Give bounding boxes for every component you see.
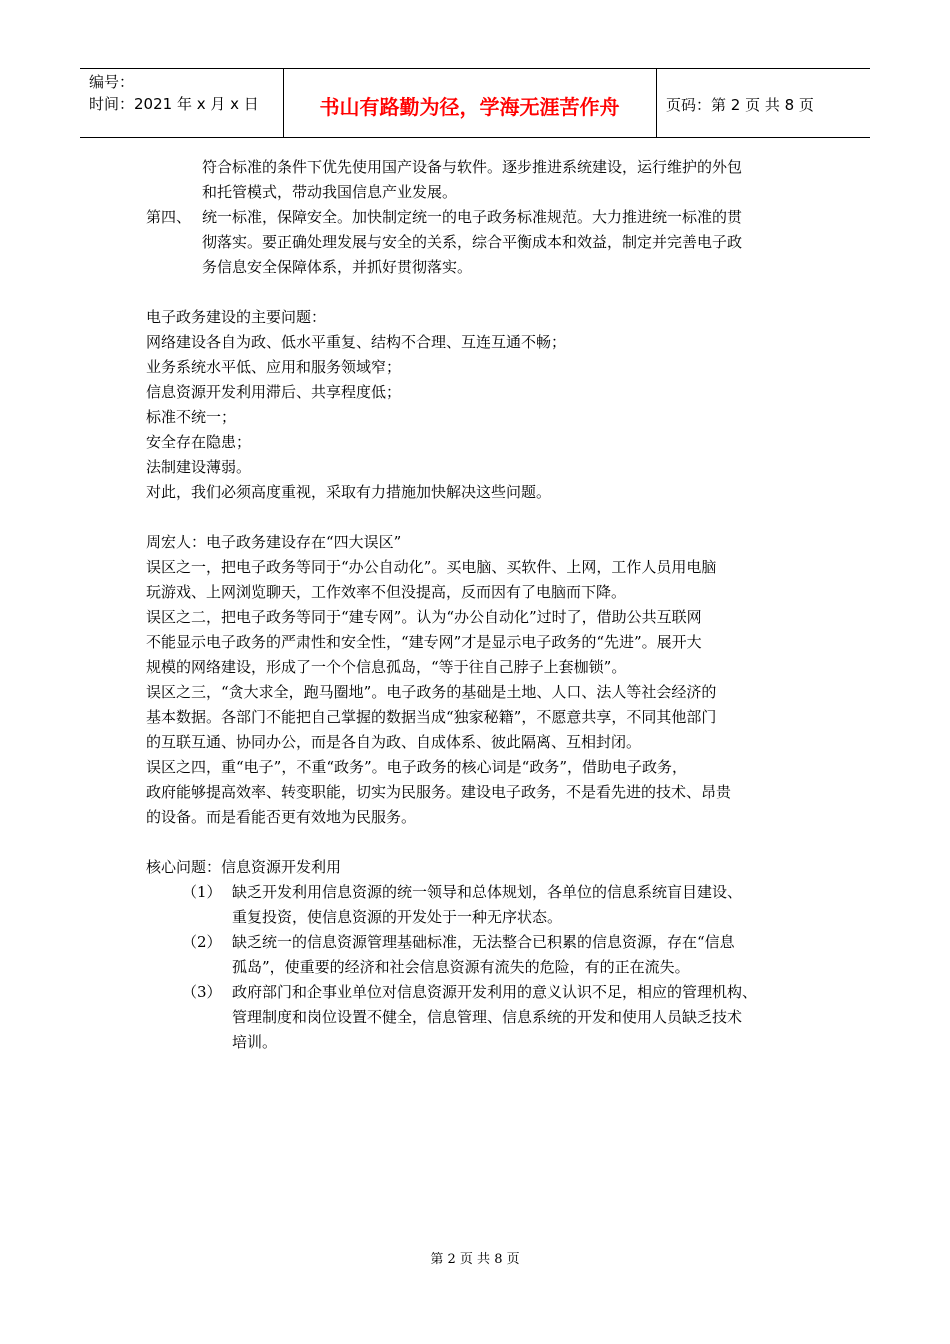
issue-conclusion: 对此，我们必须高度重视，采取有力措施加快解决这些问题。 bbox=[146, 483, 552, 501]
list-text bbox=[232, 930, 735, 980]
paragraph-line: 务信息安全保障体系，并抓好贯彻落实。 bbox=[202, 258, 473, 276]
core-item-1 bbox=[146, 880, 816, 930]
paragraph-line: 误区之四，重“电子”，不重“政务”。电子政务的核心词是“政务”，借助电子政务， bbox=[146, 758, 688, 776]
principle-four bbox=[146, 205, 816, 280]
paragraph-line: 玩游戏、上网浏览聊天，工作效率不但没提高，反而因有了电脑而下降。 bbox=[146, 583, 627, 601]
paragraph-line: 缺乏统一的信息资源管理基础标准，无法整合已积累的信息资源，存在“信息 bbox=[232, 933, 735, 951]
list-number: （2） bbox=[182, 933, 222, 951]
header-meta-cell bbox=[80, 69, 284, 137]
core-item-2 bbox=[146, 930, 816, 980]
paragraph-line: 缺乏开发利用信息资源的统一领导和总体规划，各单位的信息系统盲目建设、 bbox=[232, 883, 743, 901]
paragraph-line: 不能显示电子政务的严肃性和安全性，“建专网”才是显示电子政务的“先进”。展开大 bbox=[146, 633, 702, 651]
paragraph-line: 误区之三，“贪大求全，跑马圈地”。电子政务的基础是土地、人口、法人等社会经济的 bbox=[146, 683, 717, 701]
paragraph-line: 规模的网络建设，形成了一个个信息孤岛，“等于往自己脖子上套枷锁”。 bbox=[146, 658, 627, 676]
paragraph-line: 统一标准，保障安全。加快制定统一的电子政务标准规范。大力推进统一标准的贯 bbox=[202, 208, 743, 226]
section-title-misconceptions: 周宏人：电子政务建设存在“四大误区” bbox=[146, 533, 402, 551]
paragraph-line: 政府能够提高效率、转变职能，切实为民服务。建设电子政务，不是看先进的技术、昂贵 bbox=[146, 783, 732, 801]
issue-item: 网络建设各自为政、低水平重复、结构不合理、互连互通不畅； bbox=[146, 333, 567, 351]
document-number-label: 编号： bbox=[89, 73, 135, 91]
header-slogan: 书山有路勤为径，学海无涯苦作舟 bbox=[319, 95, 620, 119]
page-header bbox=[80, 68, 870, 138]
paragraph-line: 政府部门和企事业单位对信息资源开发利用的意义认识不足，相应的管理机构、 bbox=[232, 983, 758, 1001]
principle-text bbox=[202, 205, 742, 280]
list-text bbox=[232, 880, 742, 930]
issue-item: 信息资源开发利用滞后、共享程度低； bbox=[146, 383, 402, 401]
issue-item: 安全存在隐患； bbox=[146, 433, 252, 451]
issue-item: 业务系统水平低、应用和服务领域窄； bbox=[146, 358, 402, 376]
paragraph-line: 误区之二，把电子政务等同于“建专网”。认为“办公自动化”过时了，借助公共互联网 bbox=[146, 608, 702, 626]
paragraph-line: 和托管模式，带动我国信息产业发展。 bbox=[202, 183, 458, 201]
paragraph-line: 孤岛”，使重要的经济和社会信息资源有流失的危险，有的正在流失。 bbox=[232, 958, 690, 976]
principle-label: 第四、 bbox=[146, 208, 192, 226]
header-slogan-cell bbox=[283, 69, 657, 137]
paragraph-line: 的设备。而是看能否更有效地为民服务。 bbox=[146, 808, 417, 826]
paragraph-line: 重复投资，使信息资源的开发处于一种无序状态。 bbox=[232, 908, 563, 926]
list-number: （3） bbox=[182, 983, 222, 1001]
page-footer: 第 2 页 共 8 页 bbox=[430, 1252, 520, 1267]
header-page-label: 页码：第 2 页 共 8 页 bbox=[666, 96, 814, 114]
list-text bbox=[232, 980, 757, 1055]
section-title-core-issue: 核心问题：信息资源开发利用 bbox=[146, 858, 342, 876]
paragraph-line: 彻落实。要正确处理发展与安全的关系，综合平衡成本和效益，制定并完善电子政 bbox=[202, 233, 743, 251]
paragraph-line: 管理制度和岗位设置不健全，信息管理、信息系统的开发和使用人员缺乏技术 bbox=[232, 1008, 743, 1026]
list-number: （1） bbox=[182, 883, 222, 901]
issue-item: 法制建设薄弱。 bbox=[146, 458, 252, 476]
document-time-label: 时间：2021 年 x 月 x 日 bbox=[89, 95, 259, 113]
core-item-3 bbox=[146, 980, 816, 1055]
issue-item: 标准不统一； bbox=[146, 408, 237, 426]
section-title-issues: 电子政务建设的主要问题： bbox=[146, 308, 327, 326]
paragraph-line: 符合标准的条件下优先使用国产设备与软件。逐步推进系统建设，运行维护的外包 bbox=[202, 158, 743, 176]
paragraph-line: 培训。 bbox=[232, 1033, 278, 1051]
paragraph-line: 误区之一，把电子政务等同于“办公自动化”。买电脑、买软件、上网，工作人员用电脑 bbox=[146, 558, 717, 576]
document-body bbox=[146, 155, 816, 1055]
header-page-cell bbox=[656, 69, 870, 137]
paragraph-line: 的互联互通、协同办公，而是各自为政、自成体系、彼此隔离、互相封闭。 bbox=[146, 733, 642, 751]
paragraph-line: 基本数据。各部门不能把自己掌握的数据当成“独家秘籍”，不愿意共享，不同其他部门 bbox=[146, 708, 717, 726]
